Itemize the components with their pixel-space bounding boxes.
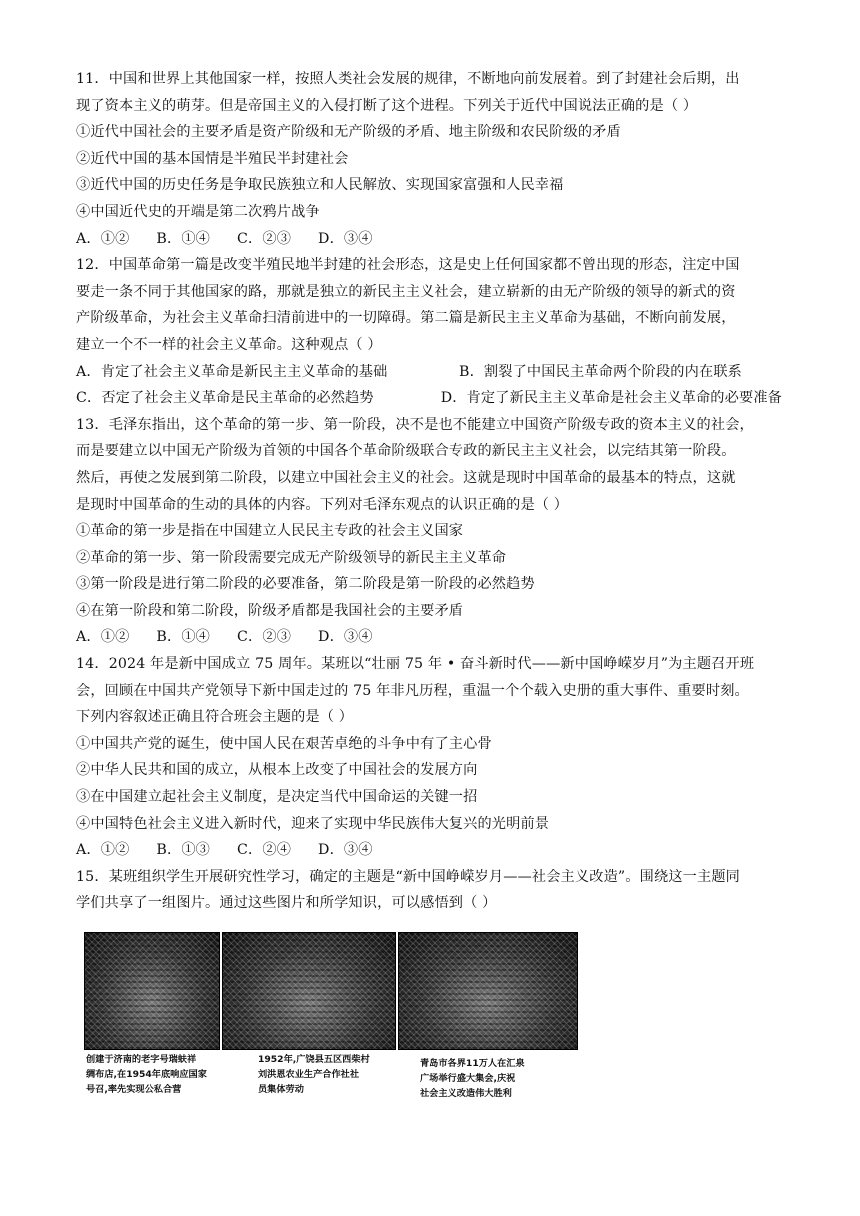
statement-3: ③第一阶段是进行第二阶段的必要准备，第二阶段是第一阶段的必然趋势: [76, 576, 535, 593]
option-c: C．②③: [237, 629, 292, 646]
question-text-line: 15．某班组织学生开展研究性学习，确定的主题是“新中国峥嵘岁月——社会主义改造”。围绕这一主题同: [76, 868, 741, 885]
photo-ruifuxiang-store: [84, 932, 220, 1050]
option-a: A．①②: [76, 230, 130, 247]
option-d: D．肯定了新民主主义革命是社会主义革命的必要准备: [440, 390, 782, 407]
statement-4: ④中国近代史的开端是第二次鸦片战争: [76, 203, 320, 220]
caption-line: 刘洪恩农业生产合作社社: [258, 1069, 360, 1080]
statement-1: ①革命的第一步是指在中国建立人民民主专政的社会主义国家: [76, 523, 464, 540]
photo-caption-3: [420, 1056, 570, 1101]
question-text-line: 产阶级革命，为社会主义革命扫清前进中的一切障碍。第二篇是新民主主义革命为基础，不断向前发展，: [76, 310, 736, 327]
question-text-line: 14．2024 年是新中国成立 75 周年。某班以“壮丽 75 年 • 奋斗新时代——新中国峥嵘岁月”为主题召开班: [76, 656, 755, 673]
question-text-line: 会，回顾在中国共产党领导下新中国走过的 75 年非凡历程，重温一个个载入史册的重大事件、重要时刻。: [76, 682, 749, 699]
photo-caption-1: [86, 1052, 220, 1097]
statement-4: ④中国特色社会主义进入新时代，迎来了实现中华民族伟大复兴的光明前景: [76, 815, 550, 832]
option-b: B．①④: [156, 230, 211, 247]
exam-page: [76, 66, 788, 917]
answer-options-row: [76, 359, 788, 386]
option-c: C．否定了社会主义革命是民主革命的必然趋势: [76, 390, 374, 407]
answer-options: [76, 624, 788, 651]
statement-3: ③在中国建立起社会主义制度，是决定当代中国命运的关键一招: [76, 789, 478, 806]
question-15: [76, 864, 788, 917]
question-text-line: 下列内容叙述正确且符合班会主题的是（ ）: [76, 709, 354, 726]
question-text-line: 12．中国革命第一篇是改变半殖民地半封建的社会形态，这是史上任何国家都不曾出现的形态，注定中国: [76, 257, 740, 274]
option-c: C．②③: [237, 230, 292, 247]
option-d: D．③④: [318, 230, 373, 247]
option-b: B．①③: [156, 842, 211, 859]
statement-2: ②近代中国的基本国情是半殖民半封建社会: [76, 150, 349, 167]
statement-1: ①中国共产党的诞生，使中国人民在艰苦卓绝的斗争中有了主心骨: [76, 735, 492, 752]
question-text-line: 现了资本主义的萌芽。但是帝国主义的入侵打断了这个进程。下列关于近代中国说法正确的是（ ）: [76, 97, 698, 114]
option-c: C．②④: [237, 842, 292, 859]
caption-line: 社会主义改造伟大胜利: [420, 1088, 512, 1099]
answer-options: [76, 226, 788, 253]
caption-line: 青岛市各界11万人在汇泉: [420, 1058, 525, 1069]
question-14: [76, 651, 788, 864]
question-13: [76, 412, 788, 651]
option-a: A．①②: [76, 842, 130, 859]
question-text-line: 11．中国和世界上其他国家一样，按照人类社会发展的规律，不断地向前发展着。到了封建社会后期，出: [76, 71, 740, 87]
statement-1: ①近代中国社会的主要矛盾是资产阶级和无产阶级的矛盾、地主阶级和农民阶级的矛盾: [76, 124, 621, 141]
question-text-line: 学们共享了一组图片。通过这些图片和所学知识，可以感悟到（ ）: [76, 895, 497, 912]
photo-qingdao-rally: [398, 932, 578, 1050]
caption-line: 绸布店,在1954年底响应国家: [86, 1069, 207, 1080]
statement-2: ②革命的第一步、第一阶段需要完成无产阶级领导的新民主主义革命: [76, 549, 507, 566]
question-text-line: 建立一个不一样的社会主义革命。这种观点（ ）: [76, 336, 382, 353]
caption-line: 1952年,广饶县五区西柴村: [258, 1054, 370, 1065]
question-12: [76, 252, 788, 412]
option-b: B．割裂了中国民主革命两个阶段的内在联系: [459, 363, 742, 380]
caption-line: 号召,率先实现公私合营: [86, 1084, 182, 1095]
question-text-line: 要走一条不同于其他国家的路，那就是独立的新民主主义社会，建立崭新的由无产阶级的领导的新式的资: [76, 283, 736, 300]
question-text-line: 而是要建立以中国无产阶级为首领的中国各个革命阶级联合专政的新民主主义社会，以完结其第一阶段。: [76, 443, 736, 460]
photo-cooperative-labor: [222, 932, 396, 1050]
option-a: A．肯定了社会主义革命是新民主主义革命的基础: [76, 363, 388, 380]
question-11: [76, 66, 788, 252]
photo-group: [84, 932, 580, 1110]
answer-options-row: [76, 385, 788, 412]
statement-2: ②中华人民共和国的成立，从根本上改变了中国社会的发展方向: [76, 762, 478, 779]
option-d: D．③④: [318, 629, 373, 646]
question-text-line: 然后，再使之发展到第二阶段，以建立中国社会主义的社会。这就是现时中国革命的最基本的特点，这就: [76, 469, 736, 486]
caption-line: 广场举行盛大集会,庆祝: [420, 1073, 516, 1084]
option-d: D．③④: [318, 842, 373, 859]
answer-options: [76, 837, 788, 864]
option-b: B．①④: [156, 629, 211, 646]
photo-caption-2: [258, 1052, 398, 1097]
statement-4: ④在第一阶段和第二阶段，阶级矛盾都是我国社会的主要矛盾: [76, 602, 464, 619]
caption-line: 员集体劳动: [258, 1084, 304, 1095]
option-a: A．①②: [76, 629, 130, 646]
statement-3: ③近代中国的历史任务是争取民族独立和人民解放、实现国家富强和人民幸福: [76, 177, 564, 194]
question-text-line: 是现时中国革命的生动的具体的内容。下列对毛泽东观点的认识正确的是（ ）: [76, 496, 569, 513]
caption-line: 创建于济南的老字号瑞蚨祥: [86, 1054, 197, 1065]
question-text-line: 13．毛泽东指出，这个革命的第一步、第一阶段，决不是也不能建立中国资产阶级专政的资本主义的社会，: [76, 416, 754, 433]
